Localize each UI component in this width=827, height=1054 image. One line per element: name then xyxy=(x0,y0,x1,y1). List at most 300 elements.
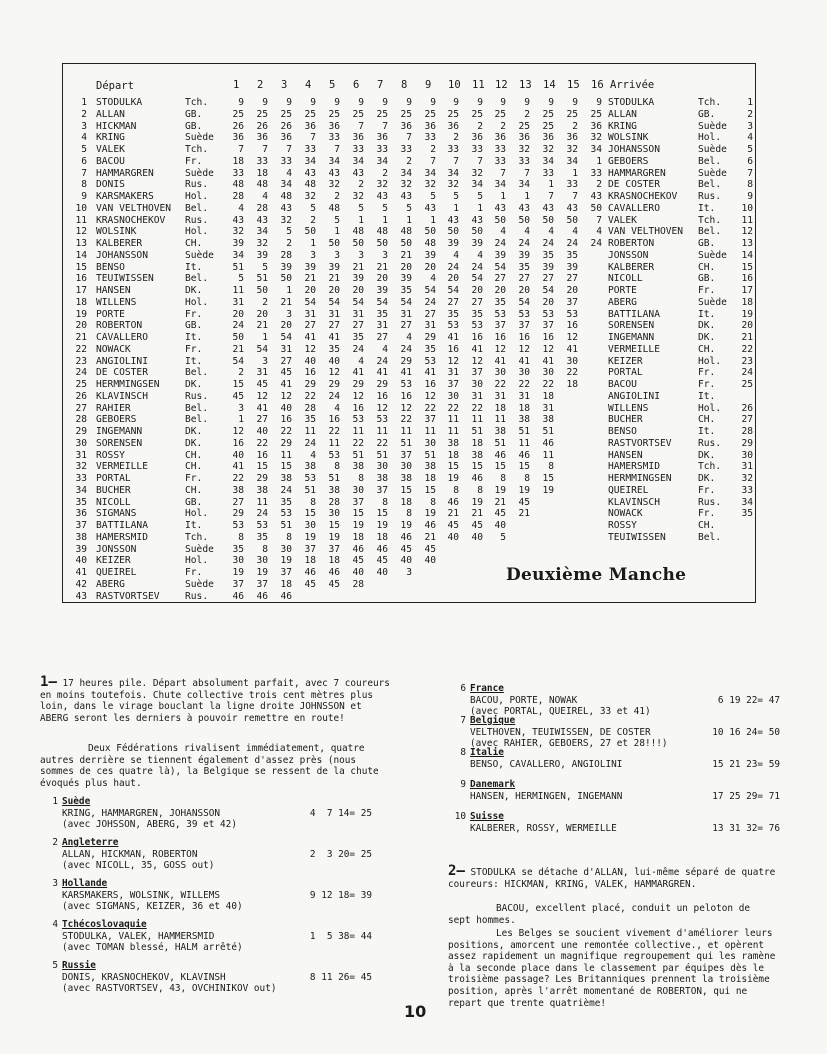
lap-position: 7 xyxy=(572,191,578,202)
lap-position: 2 xyxy=(310,215,316,226)
arrival-rank: 17 xyxy=(741,285,753,296)
lap-position: 11 xyxy=(280,450,292,461)
lap-position: 34 xyxy=(304,156,316,167)
arrival-nation: Rus. xyxy=(698,497,722,508)
lap-position: 35 xyxy=(256,532,268,543)
lap-position: 7 xyxy=(524,168,530,179)
lap-position: 38 xyxy=(447,438,459,449)
lap-position: 7 xyxy=(548,191,554,202)
lap-position: 37 xyxy=(494,320,506,331)
team-note: (avec RASTVORTSEV, 43, OVCHINIKOV out) xyxy=(62,983,277,995)
team-country: Angleterre xyxy=(62,837,119,848)
lap-position: 32 xyxy=(232,226,244,237)
arrival-nation: Tch. xyxy=(698,97,722,108)
lap-position: 26 xyxy=(280,121,292,132)
lap-position: 21 xyxy=(232,344,244,355)
rider-nation: Fr. xyxy=(185,344,203,355)
lap-position: 39 xyxy=(280,262,292,273)
lap-position: 29 xyxy=(280,438,292,449)
lap-position: 34 xyxy=(566,156,578,167)
lap-position: 22 xyxy=(376,438,388,449)
row-rank: 27 xyxy=(75,403,87,414)
lap-position: 27 xyxy=(542,273,554,284)
lap-position: 33 xyxy=(518,156,530,167)
lap-position: 15 xyxy=(518,461,530,472)
lap-position: 5 xyxy=(238,273,244,284)
lap-position: 35 xyxy=(447,309,459,320)
row-rank: 17 xyxy=(75,285,87,296)
arrival-nation: CH. xyxy=(698,344,716,355)
lap-position: 38 xyxy=(304,461,316,472)
lap-position: 43 xyxy=(256,215,268,226)
lap-position: 12 xyxy=(352,391,364,402)
lap-position: 32 xyxy=(376,179,388,190)
lap-position: 39 xyxy=(494,250,506,261)
rider-name: BENSO xyxy=(96,262,125,273)
lap-position: 7 xyxy=(334,144,340,155)
lap-position: 54 xyxy=(447,285,459,296)
depart-label: Départ xyxy=(96,80,134,92)
team-rank: 6 xyxy=(460,683,466,694)
rider-name: ABERG xyxy=(96,579,125,590)
row-rank: 22 xyxy=(75,344,87,355)
lap-position: 46 xyxy=(447,497,459,508)
lap-position: 9 xyxy=(334,97,340,108)
lap-position: 11 xyxy=(256,497,268,508)
arrival-name: KALBERER xyxy=(608,262,655,273)
column-header: 14 xyxy=(543,79,556,91)
lap-position: 45 xyxy=(304,579,316,590)
team-score: 2 3 20= 25 xyxy=(309,848,372,860)
lap-position: 5 xyxy=(430,191,436,202)
rider-nation: Tch. xyxy=(185,97,209,108)
rider-nation: It. xyxy=(185,356,203,367)
lap-position: 43 xyxy=(280,203,292,214)
lap-position: 22 xyxy=(494,379,506,390)
lap-position: 39 xyxy=(232,238,244,249)
arrival-name: TEUIWISSEN xyxy=(608,532,666,543)
team-score: 6 19 22= 47 xyxy=(717,694,780,706)
lap-position: 31 xyxy=(518,391,530,402)
lap-position: 18 xyxy=(447,450,459,461)
lap-position: 9 xyxy=(477,97,483,108)
lap-position: 30 xyxy=(424,438,436,449)
rider-nation: GB. xyxy=(185,109,203,120)
row-rank: 40 xyxy=(75,555,87,566)
rider-nation: Tch. xyxy=(185,532,209,543)
lap-position: 45 xyxy=(400,544,412,555)
lap-position: 25 xyxy=(590,109,602,120)
lap-position: 12 xyxy=(376,403,388,414)
row-rank: 10 xyxy=(75,203,87,214)
lap-position: 20 xyxy=(424,262,436,273)
team-riders: KARSMAKERS, WOLSINK, WILLEMS xyxy=(62,889,221,901)
rider-name: BACOU xyxy=(96,156,125,167)
team-entry xyxy=(40,796,380,831)
lap-position: 36 xyxy=(280,132,292,143)
lap-position: 53 xyxy=(424,356,436,367)
lap-position: 39 xyxy=(424,250,436,261)
lap-position: 33 xyxy=(447,144,459,155)
lap-position: 37 xyxy=(447,379,459,390)
lap-position: 27 xyxy=(280,356,292,367)
rider-nation: Fr. xyxy=(185,156,203,167)
lap-position: 16 xyxy=(542,332,554,343)
arrival-name: DE COSTER xyxy=(608,179,660,190)
arrival-rank: 22 xyxy=(741,344,753,355)
row-rank: 35 xyxy=(75,497,87,508)
paragraph-number: 2 xyxy=(448,863,457,879)
arrival-rank: 25 xyxy=(741,379,753,390)
rider-nation: It. xyxy=(185,332,203,343)
row-rank: 30 xyxy=(75,438,87,449)
lap-position: 9 xyxy=(524,97,530,108)
lap-position: 37 xyxy=(424,414,436,425)
lap-position: 50 xyxy=(376,238,388,249)
lap-position: 5 xyxy=(286,226,292,237)
lap-position: 25 xyxy=(400,109,412,120)
lap-position: 1 xyxy=(548,179,554,190)
lap-position: 50 xyxy=(304,226,316,237)
lap-position: 37 xyxy=(518,320,530,331)
paragraph-text: 17 heures pile. Départ absolument parfait, avec 7 coureurs en moins toutefois. Chute collective trois cent mètres plus loin, dans le virage bouclant la ligne droite JOHNSSON et ABERG seront les derniers à pouvoir remettre en route! xyxy=(40,678,390,724)
lap-position: 36 xyxy=(424,121,436,132)
lap-position: 4 xyxy=(524,226,530,237)
lap-position: 1 xyxy=(310,238,316,249)
lap-position: 24 xyxy=(232,320,244,331)
lap-position: 37 xyxy=(328,544,340,555)
paragraph-4: BACOU, excellent placé, conduit un peloton de sept hommes. xyxy=(448,903,750,926)
lap-position: 24 xyxy=(518,238,530,249)
arrival-nation: DK. xyxy=(698,320,716,331)
lap-position: 8 xyxy=(238,532,244,543)
lap-position: 1 xyxy=(406,215,412,226)
lap-position: 19 xyxy=(328,532,340,543)
lap-position: 19 xyxy=(424,508,436,519)
lap-position: 3 xyxy=(382,250,388,261)
lap-position: 48 xyxy=(424,238,436,249)
column-header: 9 xyxy=(425,79,432,91)
arrival-rank: 7 xyxy=(747,168,753,179)
lap-position: 39 xyxy=(304,262,316,273)
lap-position: 16 xyxy=(280,414,292,425)
row-rank: 4 xyxy=(81,132,87,143)
lap-position: 31 xyxy=(400,309,412,320)
lap-position: 11 xyxy=(328,438,340,449)
lap-position: 50 xyxy=(352,238,364,249)
lap-position: 34 xyxy=(494,179,506,190)
team-riders: HANSEN, HERMINGEN, INGEMANN xyxy=(470,790,623,802)
lap-position: 48 xyxy=(400,226,412,237)
lap-position: 2 xyxy=(334,191,340,202)
lap-position: 27 xyxy=(400,320,412,331)
rider-nation: Bel. xyxy=(185,367,209,378)
lap-position: 50 xyxy=(494,215,506,226)
lap-position: 25 xyxy=(566,109,578,120)
lap-position: 27 xyxy=(424,309,436,320)
row-rank: 34 xyxy=(75,485,87,496)
rider-nation: Rus. xyxy=(185,391,209,402)
lap-position: 19 xyxy=(471,497,483,508)
lap-position: 43 xyxy=(566,203,578,214)
lap-position: 53 xyxy=(518,309,530,320)
arrival-rank: 24 xyxy=(741,367,753,378)
lap-position: 25 xyxy=(376,109,388,120)
team-entry xyxy=(448,715,788,750)
arrival-rank: 29 xyxy=(741,438,753,449)
rider-nation: Fr. xyxy=(185,309,203,320)
lap-position: 18 xyxy=(280,579,292,590)
lap-position: 21 xyxy=(471,508,483,519)
lap-position: 3 xyxy=(262,356,268,367)
team-entry xyxy=(40,919,380,954)
arrival-rank: 4 xyxy=(747,132,753,143)
arrival-name: STODULKA xyxy=(608,97,655,108)
lap-position: 30 xyxy=(494,367,506,378)
lap-position: 28 xyxy=(280,250,292,261)
lap-position: 32 xyxy=(256,238,268,249)
arrival-rank: 23 xyxy=(741,356,753,367)
row-rank: 19 xyxy=(75,309,87,320)
team-country: Russie xyxy=(62,960,96,971)
lap-position: 2 xyxy=(453,132,459,143)
lap-position: 45 xyxy=(280,367,292,378)
row-rank: 12 xyxy=(75,226,87,237)
rider-nation: Suède xyxy=(185,544,214,555)
arrival-name: KRING xyxy=(608,121,637,132)
rider-name: HICKMAN xyxy=(96,121,137,132)
lap-position: 39 xyxy=(400,273,412,284)
column-header: 11 xyxy=(472,79,485,91)
lap-position: 2 xyxy=(572,121,578,132)
lap-position: 39 xyxy=(542,262,554,273)
row-rank: 1 xyxy=(81,97,87,108)
rider-nation: Hol. xyxy=(185,508,209,519)
lap-position: 37 xyxy=(256,579,268,590)
lap-position: 36 xyxy=(518,132,530,143)
lap-position: 51 xyxy=(328,473,340,484)
lap-position: 8 xyxy=(524,473,530,484)
lap-position: 4 xyxy=(596,226,602,237)
lap-position: 37 xyxy=(566,297,578,308)
lap-position: 2 xyxy=(262,297,268,308)
lap-position: 24 xyxy=(424,297,436,308)
rider-name: ALLAN xyxy=(96,109,125,120)
lap-position: 1 xyxy=(500,191,506,202)
arrival-nation: Suède xyxy=(698,250,727,261)
lap-position: 15 xyxy=(471,461,483,472)
arrival-name: HAMMARGREN xyxy=(608,168,666,179)
lap-position: 46 xyxy=(376,544,388,555)
rider-name: BUCHER xyxy=(96,485,131,496)
lap-position: 21 xyxy=(424,532,436,543)
lap-position: 27 xyxy=(328,320,340,331)
lap-position: 37 xyxy=(542,320,554,331)
lap-position: 43 xyxy=(518,203,530,214)
lap-position: 45 xyxy=(471,520,483,531)
lap-position: 41 xyxy=(256,403,268,414)
rider-name: JONSSON xyxy=(96,544,137,555)
lap-position: 27 xyxy=(494,273,506,284)
lap-position: 27 xyxy=(256,414,268,425)
lap-position: 54 xyxy=(518,297,530,308)
lap-position: 3 xyxy=(334,250,340,261)
rider-nation: Hol. xyxy=(185,226,209,237)
row-rank: 9 xyxy=(81,191,87,202)
lap-position: 4 xyxy=(262,191,268,202)
lap-position: 40 xyxy=(376,567,388,578)
row-rank: 31 xyxy=(75,450,87,461)
lap-position: 38 xyxy=(328,485,340,496)
arrival-nation: Fr. xyxy=(698,379,716,390)
lap-position: 25 xyxy=(518,121,530,132)
team-note: (avec PORTAL, QUEIREL, 33 et 41) xyxy=(470,706,651,718)
lap-position: 50 xyxy=(232,332,244,343)
lap-position: 1 xyxy=(572,168,578,179)
team-rank: 4 xyxy=(52,919,58,930)
lap-position: 11 xyxy=(518,438,530,449)
lap-position: 4 xyxy=(310,450,316,461)
lap-position: 34 xyxy=(376,156,388,167)
rider-name: SIGMANS xyxy=(96,508,137,519)
rider-name: RASTVORTSEV xyxy=(96,591,160,602)
lap-position: 46 xyxy=(424,520,436,531)
rider-nation: Bel. xyxy=(185,203,209,214)
arrival-rank: 19 xyxy=(741,309,753,320)
lap-position: 2 xyxy=(500,121,506,132)
paragraph-3: 2– STODULKA se détache d'ALLAN, lui-même séparé de quatre coureurs: HICKMAN, KRING, VALEK, HAMMARGREN. xyxy=(448,863,776,890)
team-score: 13 31 32= 76 xyxy=(712,822,780,834)
lap-position: 40 xyxy=(352,567,364,578)
lap-position: 33 xyxy=(328,132,340,143)
lap-position: 21 xyxy=(304,273,316,284)
team-rank: 9 xyxy=(460,779,466,790)
arrival-name: ROSSY xyxy=(608,520,637,531)
lap-position: 45 xyxy=(447,520,459,531)
lap-position: 31 xyxy=(256,367,268,378)
rider-name: RAHIER xyxy=(96,403,131,414)
arrival-name: BUCHER xyxy=(608,414,643,425)
row-rank: 25 xyxy=(75,379,87,390)
row-rank: 36 xyxy=(75,508,87,519)
team-riders: BENSO, CAVALLERO, ANGIOLINI xyxy=(470,758,623,770)
lap-position: 46 xyxy=(280,591,292,602)
arrival-rank: 3 xyxy=(747,121,753,132)
row-rank: 33 xyxy=(75,473,87,484)
lap-position: 16 xyxy=(232,438,244,449)
team-country: Suède xyxy=(62,796,91,807)
lap-position: 31 xyxy=(304,309,316,320)
arrival-nation: Rus. xyxy=(698,438,722,449)
lap-position: 21 xyxy=(376,262,388,273)
lap-position: 35 xyxy=(304,414,316,425)
lap-position: 54 xyxy=(352,297,364,308)
lap-position: 12 xyxy=(518,344,530,355)
lap-position: 28 xyxy=(232,191,244,202)
lap-position: 18 xyxy=(494,403,506,414)
lap-position: 4 xyxy=(286,168,292,179)
arrival-rank: 27 xyxy=(741,414,753,425)
arrival-rank: 31 xyxy=(741,461,753,472)
lap-position: 9 xyxy=(382,97,388,108)
row-rank: 6 xyxy=(81,156,87,167)
lap-position: 19 xyxy=(400,520,412,531)
lap-position: 7 xyxy=(262,144,268,155)
lap-position: 32 xyxy=(590,132,602,143)
row-rank: 28 xyxy=(75,414,87,425)
lap-position: 25 xyxy=(447,109,459,120)
lap-position: 29 xyxy=(304,379,316,390)
lap-position: 34 xyxy=(518,179,530,190)
lap-position: 12 xyxy=(424,391,436,402)
lap-position: 21 xyxy=(494,497,506,508)
lap-position: 12 xyxy=(447,356,459,367)
lap-position: 27 xyxy=(304,320,316,331)
lap-position: 16 xyxy=(494,332,506,343)
arrival-rank: 15 xyxy=(741,262,753,273)
lap-position: 39 xyxy=(447,238,459,249)
lap-position: 48 xyxy=(328,203,340,214)
lap-position: 53 xyxy=(376,414,388,425)
lap-position: 38 xyxy=(424,461,436,472)
lap-position: 51 xyxy=(352,450,364,461)
lap-position: 20 xyxy=(566,285,578,296)
lap-position: 7 xyxy=(238,144,244,155)
lap-position: 4 xyxy=(548,226,554,237)
lap-position: 33 xyxy=(566,179,578,190)
lap-position: 29 xyxy=(232,508,244,519)
lap-position: 46 xyxy=(400,532,412,543)
rider-nation: CH. xyxy=(185,485,203,496)
team-rank: 5 xyxy=(52,960,58,971)
lap-position: 37 xyxy=(471,367,483,378)
lap-position: 38 xyxy=(232,485,244,496)
lap-position: 16 xyxy=(256,450,268,461)
team-country: Belgique xyxy=(470,715,516,726)
lap-position: 30 xyxy=(400,461,412,472)
rider-name: CAVALLERO xyxy=(96,332,148,343)
arrival-name: VERMEILLE xyxy=(608,344,660,355)
arrival-rank: 28 xyxy=(741,426,753,437)
lap-position: 40 xyxy=(400,555,412,566)
rider-nation: Fr. xyxy=(185,473,203,484)
lap-position: 34 xyxy=(352,156,364,167)
rider-name: NOWACK xyxy=(96,344,131,355)
arrival-nation: GB. xyxy=(698,238,716,249)
rider-name: HANSEN xyxy=(96,285,131,296)
arrival-name: ROBERTON xyxy=(608,238,655,249)
lap-position: 54 xyxy=(232,356,244,367)
lap-position: 34 xyxy=(232,250,244,261)
team-country: Italie xyxy=(470,747,504,758)
lap-position: 33 xyxy=(400,144,412,155)
lap-position: 54 xyxy=(471,273,483,284)
lap-position: 38 xyxy=(494,426,506,437)
lap-position: 1 xyxy=(238,414,244,425)
team-rank: 8 xyxy=(460,747,466,758)
team-note: (avec RAHIER, GEBOERS, 27 et 28!!!) xyxy=(470,738,668,750)
rider-name: HAMMARGREN xyxy=(96,168,154,179)
arrival-rank: 20 xyxy=(741,320,753,331)
arrival-nation: CH. xyxy=(698,520,716,531)
lap-position: 41 xyxy=(518,356,530,367)
arrival-nation: Bel. xyxy=(698,532,722,543)
lap-position: 16 xyxy=(376,391,388,402)
lap-position: 1 xyxy=(382,215,388,226)
row-rank: 26 xyxy=(75,391,87,402)
arrival-nation: Hol. xyxy=(698,403,722,414)
lap-position: 4 xyxy=(334,403,340,414)
